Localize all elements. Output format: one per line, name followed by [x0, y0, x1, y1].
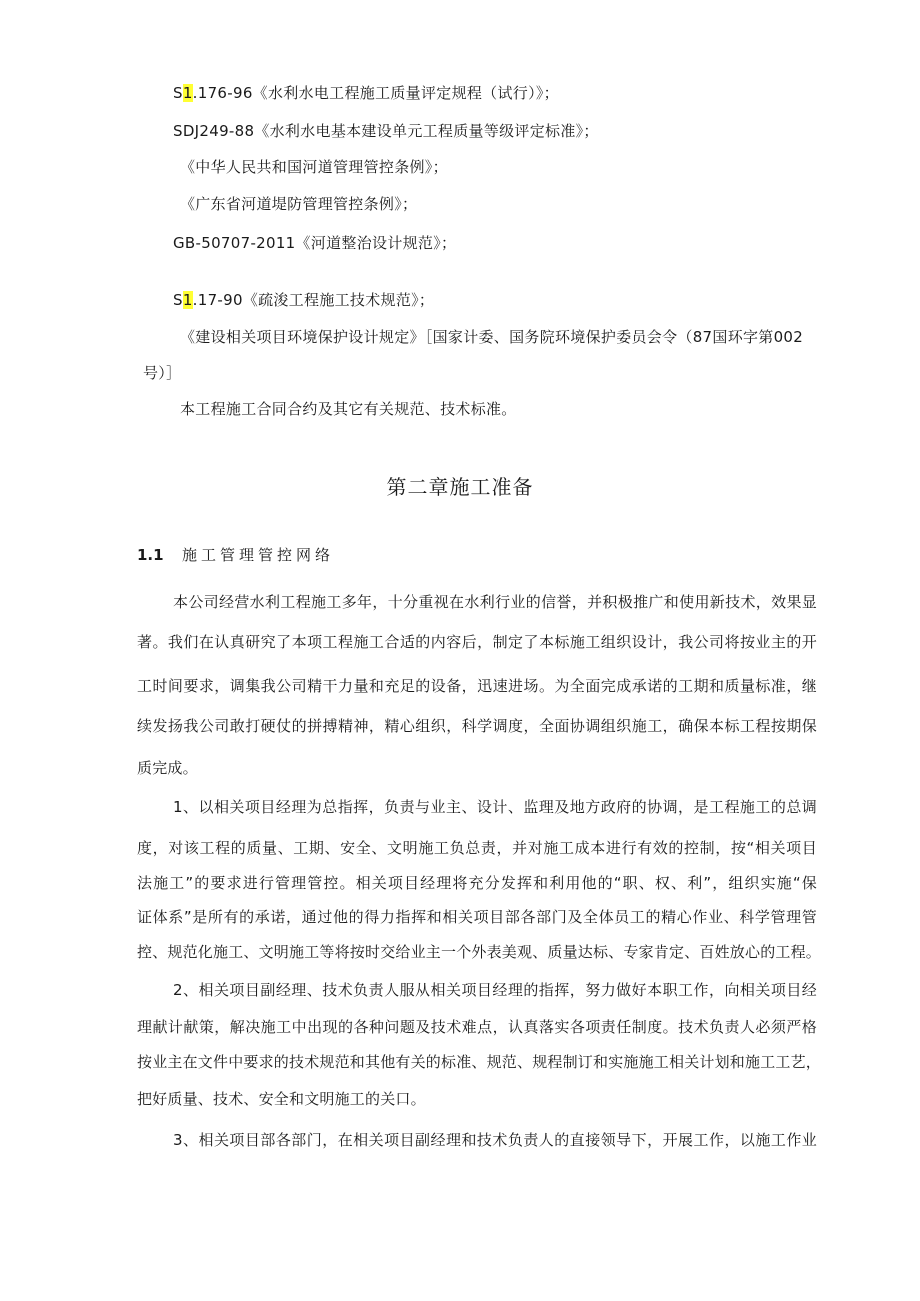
chapter-title: 第二章施工准备 — [386, 475, 534, 499]
paragraph-line: 按业主在文件中要求的技术规范和其他有关的标准、规范、规程制订和实施施工相关计划和施工工艺， — [137, 1053, 822, 1071]
ref-item-environment-line2: 号）］ — [143, 364, 182, 382]
ref-item-sdj249: SDJ249-88《水利水电基本建设单元工程质量等级评定标准》； — [173, 122, 599, 140]
ref-text: .17-90《疏浚工程施工技术规范》； — [192, 291, 435, 309]
paragraph-line: 法施工”的要求进行管理管控。相关项目经理将充分发挥和利用他的“职、权、利”，组织实施“保 — [137, 874, 817, 892]
paragraph-line: 把好质量、技术、安全和文明施工的关口。 — [137, 1090, 426, 1108]
ref-item-environment-line1: 《建设相关项目环境保护设计规定》［国家计委、国务院环境保护委员会令（87国环字第002 — [180, 328, 804, 346]
ref-code-prefix: S — [173, 84, 183, 102]
paragraph-line: 质完成。 — [137, 759, 198, 777]
section-number: 1.1 — [137, 546, 164, 564]
highlighted-mark: 1 — [182, 291, 193, 309]
ref-item-sl176 — [173, 83, 559, 103]
paragraph-line: 1、以相关项目经理为总指挥，负责与业主、设计、监理及地方政府的协调，是工程施工的总调 — [173, 798, 817, 816]
paragraph-line: 本公司经营水利工程施工多年，十分重视在水利行业的信誉，并积极推广和使用新技术，效果显 — [173, 593, 817, 611]
ref-text: .176-96《水利水电工程施工质量评定规程（试行）》； — [192, 84, 559, 102]
paragraph-line: 控、规范化施工、文明施工等将按时交给业主一个外表美观、质量达标、专家肯定、百姓放心的工程。 — [137, 943, 822, 961]
highlighted-mark: 1 — [182, 84, 193, 102]
ref-item-guangdong-regulation: 《广东省河道堤防管理管控条例》； — [180, 195, 418, 213]
ref-item-contract: 本工程施工合同合约及其它有关规范、技术标准。 — [180, 400, 517, 418]
ref-item-gb50707: GB-50707-2011《河道整治设计规范》； — [173, 234, 457, 252]
paragraph-line: 理献计献策，解决施工中出现的各种问题及技术难点，认真落实各项责任制度。技术负责人必须严格 — [137, 1018, 817, 1036]
ref-item-river-regulation: 《中华人民共和国河道管理管控条例》； — [180, 158, 448, 176]
paragraph-line: 2、相关项目副经理、技术负责人服从相关项目经理的指挥，努力做好本职工作，向相关项目经 — [173, 981, 817, 999]
paragraph-line: 证体系”是所有的承诺，通过他的得力指挥和相关项目部各部门及全体员工的精心作业、科学管理管 — [137, 908, 817, 926]
ref-item-sl17 — [173, 290, 434, 310]
paragraph-line: 工时间要求，调集我公司精干力量和充足的设备，迅速进场。为全面完成承诺的工期和质量标准，继 — [137, 677, 817, 695]
paragraph-line: 3、相关项目部各部门，在相关项目副经理和技术负责人的直接领导下，开展工作，以施工作业 — [173, 1131, 817, 1149]
paragraph-line: 度，对该工程的质量、工期、安全、文明施工负总责，并对施工成本进行有效的控制，按“相关项目 — [137, 839, 817, 857]
section-title: 施工管理管控网络 — [182, 546, 335, 564]
paragraph-line: 著。我们在认真研究了本项工程施工合适的内容后，制定了本标施工组织设计，我公司将按业主的开 — [137, 633, 817, 651]
ref-code-prefix: S — [173, 291, 183, 309]
paragraph-line: 续发扬我公司敢打硬仗的拼搏精神，精心组织，科学调度，全面协调组织施工，确保本标工程按期保 — [137, 717, 817, 735]
